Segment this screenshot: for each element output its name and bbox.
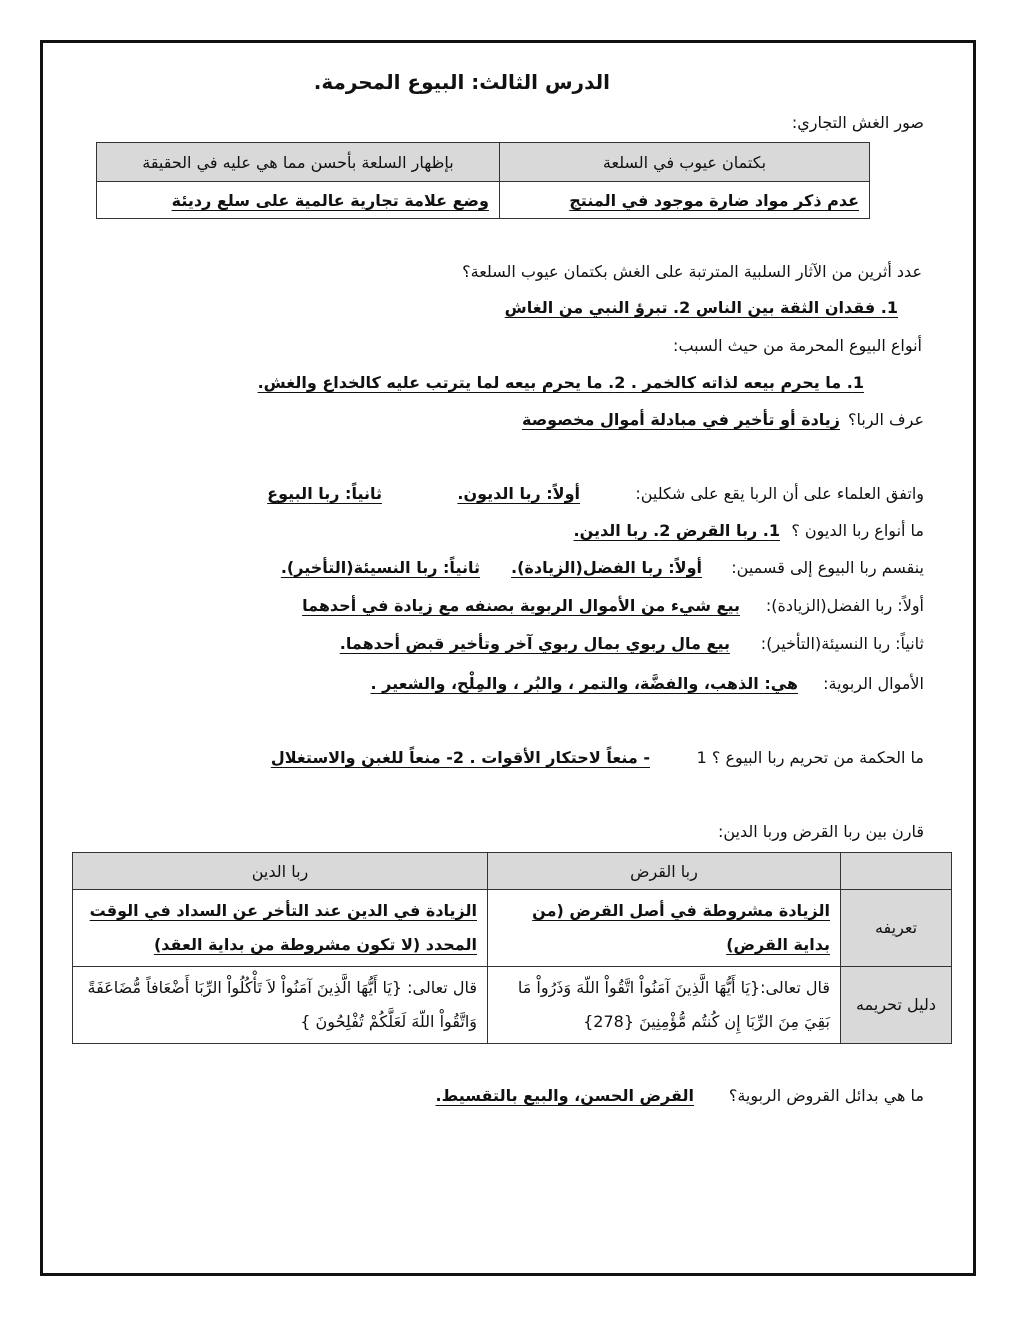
fraud-header-showing: بإظهار السلعة بأحسن مما هي عليه في الحقيقة <box>97 143 500 182</box>
answer-effects: 1. فقدان الثقة بين الناس 2. تبرؤ النبي من الغاش <box>504 298 898 317</box>
question-sale-riba: ينقسم ربا البيوع إلى قسمين: <box>731 558 924 577</box>
fraud-header-hiding: بكتمان عيوب في السلعة <box>499 143 869 182</box>
answer-riba-forms-1: أولاً: ربا الديون. <box>457 484 580 503</box>
definition-qard: الزيادة مشروطة في أصل القرض (من بداية القرض) <box>488 890 841 967</box>
fraud-cell-showing: وضع علامة تجارية عالمية على سلع رديئة <box>97 182 500 219</box>
answer-sale-riba-1: أولاً: ربا الفضل(الزيادة). <box>511 558 702 577</box>
lesson-title: الدرس الثالث: البيوع المحرمة. <box>313 70 610 94</box>
answer-sale-riba-2: ثانياً: ربا النسيئة(التأخير). <box>280 558 480 577</box>
answer-types: 1. ما يحرم بيعه لذاته كالخمر . 2. ما يحرم بيعه لما يترتب عليه كالخداع والغش. <box>257 373 864 392</box>
answer-debt-riba: 1. ربا القرض 2. ربا الدين. <box>573 521 780 540</box>
answer-ribawi-goods: هي: الذهب، والفضَّة، والتمر ، والبُر ، والمِلْح، والشعير . <box>370 674 798 693</box>
question-alternatives: ما هي بدائل القروض الربوية؟ <box>728 1086 924 1105</box>
answer-fadl: بيع شيء من الأموال الربوية بصنفه مع زيادة في أحدهما <box>302 596 740 615</box>
fraud-table <box>96 142 870 219</box>
question-riba-forms: واتفق العلماء على أن الربا يقع على شكلين: <box>635 484 924 503</box>
answer-nasia: بيع مال ربوي بمال ربوي آخر وتأخير قبض أحدهما. <box>339 634 730 653</box>
evidence-qard: قال تعالى:{يَا أَيُّهَا الَّذِينَ آمَنُواْ اتَّقُواْ اللّهَ وَذَرُواْ مَا بَقِيَ مِنَ الرِّبَا إِن كُنتُم مُّؤْمِنِينَ {278} <box>488 967 841 1044</box>
evidence-dayn: قال تعالى: {يَا أَيُّهَا الَّذِينَ آمَنُواْ لاَ تَأْكُلُواْ الرِّبَا أَضْعَافاً مُّضَاعَفَةً وَاتَّقُواْ اللّهَ لَعَلَّكُمْ تُفْلِحُونَ } <box>73 967 488 1044</box>
compare-header-empty <box>841 853 952 890</box>
compare-header-dayn: ربا الدين <box>73 853 488 890</box>
row-label-definition: تعريفه <box>841 890 952 967</box>
label-ribawi-goods: الأموال الربوية: <box>823 674 924 693</box>
fraud-cell-hiding: عدم ذكر مواد ضارة موجود في المنتج <box>499 182 869 219</box>
fraud-heading: صور الغش التجاري: <box>791 113 924 132</box>
answer-wisdom: - منعاً لاحتكار الأقوات . 2- منعاً للغبن والاستغلال <box>270 748 650 767</box>
question-types: أنواع البيوع المحرمة من حيث السبب: <box>673 336 922 355</box>
compare-header-qard: ربا القرض <box>488 853 841 890</box>
compare-heading: قارن بين ربا القرض وربا الدين: <box>717 822 924 841</box>
label-nasia: ثانياً: ربا النسيئة(التأخير): <box>760 634 924 653</box>
definition-dayn: الزيادة في الدين عند التأخر عن السداد في الوقت المحدد (لا تكون مشروطة من بداية العقد) <box>73 890 488 967</box>
question-wisdom: ما الحكمة من تحريم ربا البيوع ؟ 1 <box>696 748 924 767</box>
question-riba-def: عرف الربا؟ <box>847 410 924 429</box>
question-debt-riba: ما أنواع ربا الديون ؟ <box>791 521 924 540</box>
answer-riba-forms-2: ثانياً: ربا البيوع <box>267 484 382 503</box>
answer-alternatives: القرض الحسن، والبيع بالتقسيط. <box>435 1086 694 1105</box>
label-fadl: أولاً: ربا الفضل(الزيادة): <box>765 596 924 615</box>
answer-riba-def: زيادة أو تأخير في مبادلة أموال مخصوصة <box>522 410 840 429</box>
row-label-evidence: دليل تحريمه <box>841 967 952 1044</box>
compare-table <box>72 852 952 1044</box>
question-effects: عدد أثرين من الآثار السلبية المترتبة على الغش بكتمان عيوب السلعة؟ <box>462 262 922 281</box>
